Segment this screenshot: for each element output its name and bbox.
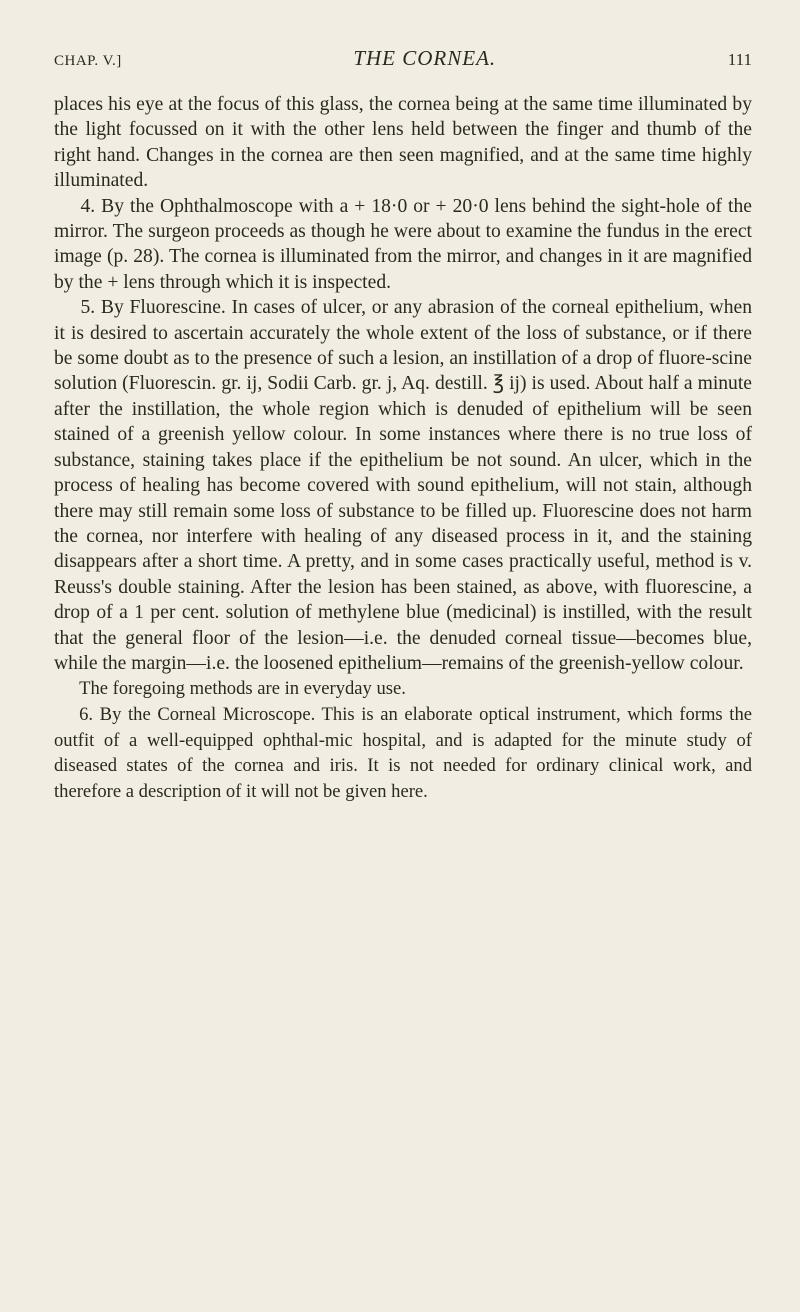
body-text [54, 92, 752, 804]
paragraph-foregoing-methods: The foregoing methods are in everyday use. [79, 678, 406, 700]
paragraph-ophthalmoscope: 4. By the Ophthalmoscope with a + 18·0 or + 20·0 lens behind the sight-hole of the mirror. The surgeon proceeds as though he were about to examine the fundus in the erect image (p. 28). The cornea is illuminated from the mirror, and changes in it are magnified by the + lens through which it is inspected. [54, 195, 752, 293]
running-head [54, 46, 752, 82]
paragraph-fluorescine: 5. By Fluorescine. In cases of ulcer, or any abrasion of the corneal epithelium, when it is desired to ascertain accurately the whole extent of the loss of substance, or if there be some doubt as to the presence of such a lesion, an instillation of a drop of fluore-scine solution (Fluorescin. gr. ij, Sodii Carb. gr. j, Aq. destill. ℥ ij) is used. About half a minute after the instillation, the whole region which is denuded of epithelium will be seen stained of a greenish yellow colour. In some instances where there is no true loss of substance, staining takes place if the epithelium be not sound. An ulcer, which in the process of healing has become covered with sound epithelium, will not stain, although there may still remain some loss of substance to be filled up. Fluorescine does not harm the cornea, nor interfere with healing of any diseased process in it, and the staining disappears after a short time. A pretty, and in some cases practically useful, method is v. Reuss's double staining. After the lesion has been stained, as above, with fluorescine, a drop of a 1 per cent. solution of methylene blue (medicinal) is instilled, with the result that the general floor of the lesion—i.e. the denuded corneal tissue—becomes blue, while the margin—i.e. the loosened epithelium—remains of the greenish-yellow colour. [54, 297, 752, 674]
paragraph-continuation: places his eye at the focus of this glass, the cornea being at the same time illuminated by the light focussed on it with the other lens held between the finger and thumb of the right hand. Changes in the cornea are then seen magnified, and at the same time highly illuminated. [54, 94, 752, 192]
chapter-label: CHAP. V.] [54, 53, 122, 69]
page-number: 111 [727, 50, 752, 69]
chapter-title: THE CORNEA. [353, 46, 497, 70]
paragraph-corneal-microscope: 6. By the Corneal Microscope. This is an elaborate optical instrument, which forms the outfit of a well-equipped ophthal-mic hospital, and is adapted for the minute study of diseased states of the cornea and iris. It is not needed for ordinary clinical work, and therefore a description of it will not be given here. [54, 703, 752, 802]
